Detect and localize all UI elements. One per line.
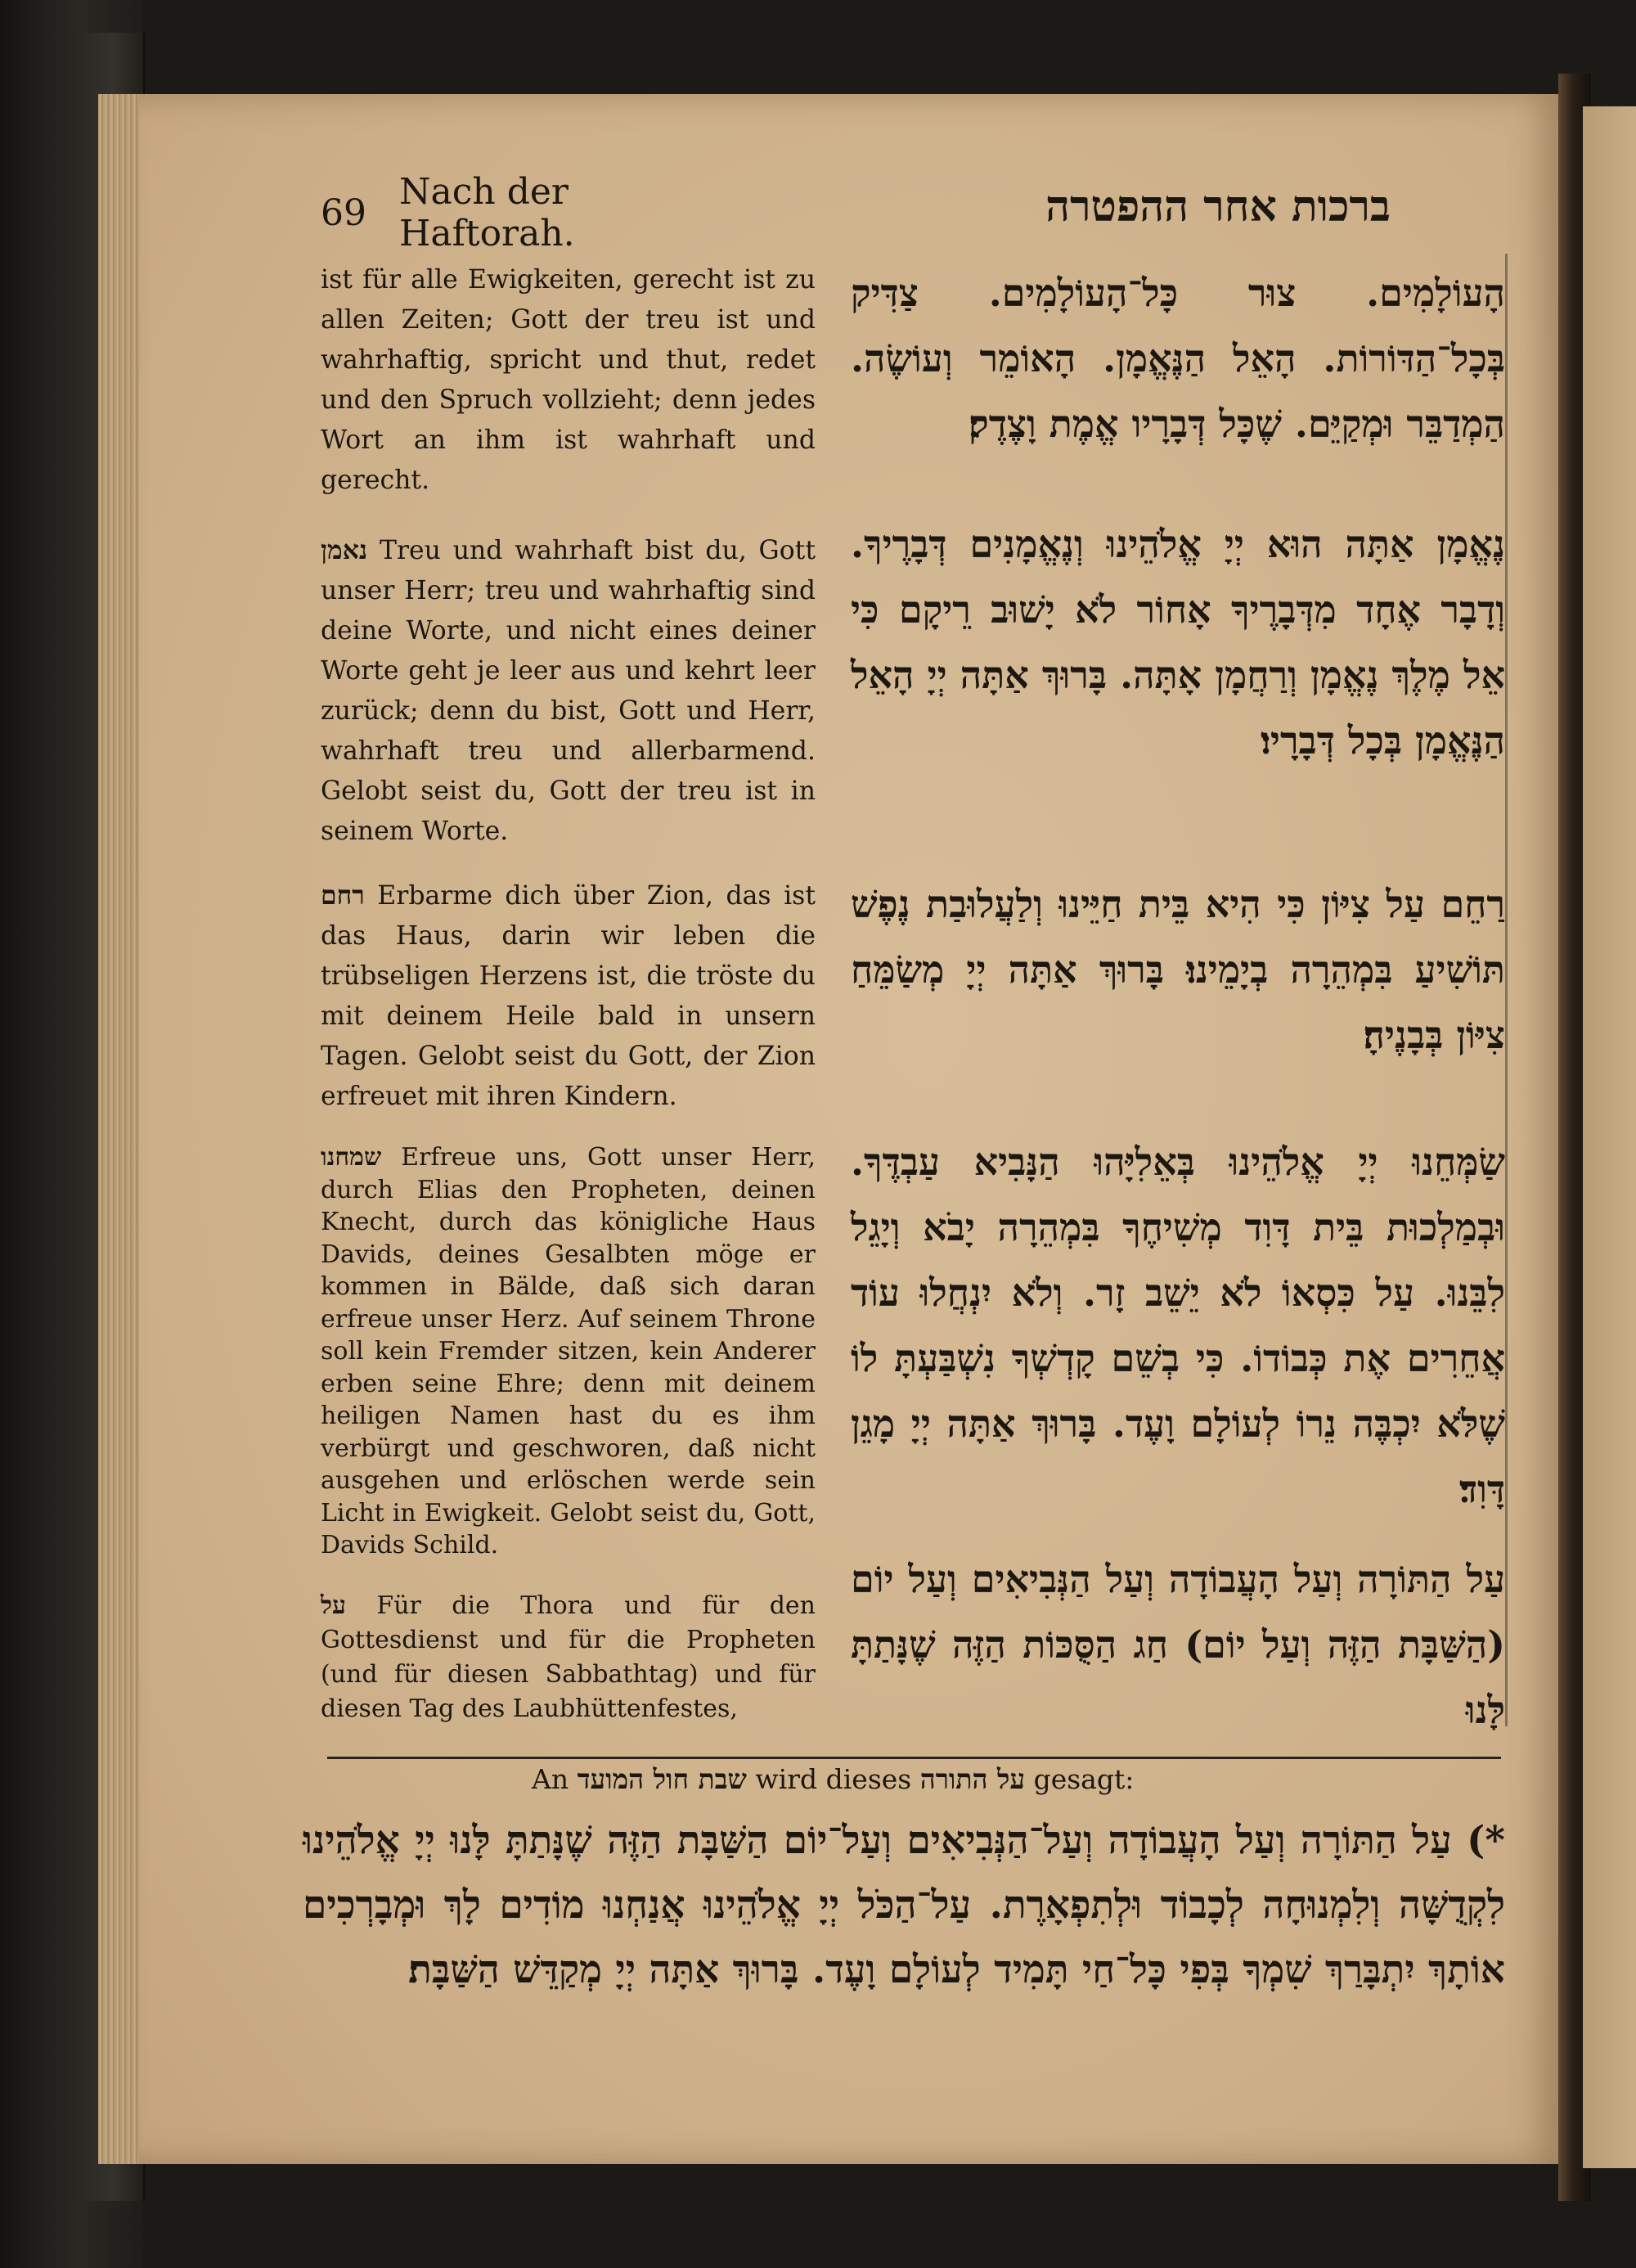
footnote-label-hebrew1: שבת חול המועד — [577, 1763, 747, 1795]
page-number: 69 — [321, 191, 366, 234]
column-divider — [1505, 254, 1508, 1726]
footnote-marker: *) — [1467, 1818, 1505, 1863]
footnote-label — [532, 1763, 1268, 1804]
german-paragraph-4-text: Erfreue uns, Gott unser Herr, durch Elias den Propheten, deinen Knecht, durch das königliche Haus Davids, deines Gesalbten möge er kommen in Bälde, daß sich daran erfreue unser Herz. Auf seinem Throne soll kein Fremder sitzen, kein Anderer erben seine Ehre; denn mit deinem heiligen Namen hast du es ihm verbürgt und geschworen, daß nicht ausgehen und erlöschen werde sein Licht in Ewigkeit. Gelobt seist du, Gott, Davids Schild. — [321, 1143, 816, 1559]
german-paragraph-4 — [321, 1141, 816, 1562]
german-paragraph-2-lead: נאמן — [321, 535, 368, 565]
german-paragraph-2 — [321, 530, 816, 852]
hebrew-paragraph-4: שַׂמְּחֵנוּ יְיָ אֱלֹהֵינוּ בְּאֵלִיָּהוּ הַנָּבִיא עַבְדֶּךָ. וּבְמַלְכוּת בֵּית דָּוִד מְשִׁיחֶךָ בִּמְהֵרָה יָבֹא וְיָגֵל לִבֵּנוּ. עַל כִּסְאוֹ לֹא יֵשֵׁב זָר. וְלֹא יִנְחֲלוּ עוֹד אֲחֵרִים אֶת כְּבוֹדוֹ. כִּי בְשֵׁם קָדְשְׁךָ נִשְׁבַּעְתָּ לוֹ שֶׁלֹּא יִכְבֶּה נֵרוֹ לְעוֹלָם וָעֶד. בָּרוּךְ אַתָּה יְיָ מָגֵן דָּוִד׃ — [851, 1140, 1505, 1511]
facing-page-edge — [1583, 106, 1636, 2168]
german-paragraph-5-lead: על — [321, 1591, 347, 1620]
german-paragraph-4-lead: שמחנו — [321, 1143, 382, 1172]
footnote-label-part2: wird dieses — [755, 1763, 912, 1795]
footnote-label-part3: gesagt: — [1033, 1763, 1135, 1795]
footnote-label-part1: An — [532, 1763, 569, 1795]
hebrew-paragraph-3: רַחֵם עַל צִיּוֹן כִּי הִיא בֵּית חַיֵּינוּ וְלַעֲלוּבַת נֶפֶשׁ תּוֹשִׁיעַ בִּמְהֵרָה בְיָמֵינוּ׃ בָּרוּךְ אַתָּה יְיָ מְשַׂמֵּחַ צִיּוֹן בְּבָנֶיהָ׃ — [851, 882, 1505, 1057]
hebrew-paragraph-2: נֶאֱמָן אַתָּה הוּא יְיָ אֱלֹהֵינוּ וְנֶאֱמָנִים דְּבָרֶיךָ. וְדָבָר אֶחָד מִדְּבָרֶיךָ אָחוֹר לֹא יָשׁוּב רֵיקָם כִּי אֵל מֶלֶךְ נֶאֱמָן וְרַחֲמָן אָתָּה. בָּרוּךְ אַתָּה יְיָ הָאֵל הַנֶּאֱמָן בְּכָל דְּבָרָיו׃ — [851, 522, 1505, 763]
running-head-left — [321, 171, 746, 254]
running-head-german: Nach der Haftorah. — [399, 171, 575, 254]
running-head-hebrew: ברכות אחר ההפטרה — [1045, 182, 1391, 232]
footnote-text — [303, 1808, 1505, 2002]
german-paragraph-3-lead: רחם — [321, 880, 365, 911]
german-paragraph-3-text: Erbarme dich über Zion, das ist das Haus, darin wir leben die trübseligen Herzens ist, die tröste du mit deinem Heile bald in unsern Tagen. Gelobt seist du Gott, der Zion erfreuet mit ihren Kindern. — [321, 881, 816, 1111]
footnote-rule — [327, 1757, 1501, 1759]
hebrew-paragraph-5: עַל הַתּוֹרָה וְעַל הָעֲבוֹדָה וְעַל הַנְּבִיאִים וְעַל יוֹם (הַשַּׁבָּת הַזֶּה וְעַל יוֹם) חַג הַסֻּכּוֹת הַזֶּה שֶׁנָּתַתָּ לָּנוּ — [851, 1557, 1505, 1732]
german-paragraph-5-text: Für die Thora und für den Gottesdienst und für die Propheten (und für diesen Sabbathtag) und für diesen Tag des Laubhüttenfestes, — [321, 1591, 816, 1723]
german-paragraph-3 — [321, 875, 816, 1117]
german-paragraph-5 — [321, 1589, 816, 1726]
german-paragraph-1: ist für alle Ewigkeiten, gerecht ist zu allen Zeiten; Gott der treu ist und wahrhaftig, spricht und thut, redet und den Spruch vollzieht; denn jedes Wort an ihm ist wahrhaft und gerecht. — [321, 265, 816, 495]
footnote-body-text: עַל הַתּוֹרָה וְעַל הָעֲבוֹדָה וְעַל־הַנְּבִיאִים וְעַל־יוֹם הַשַּׁבָּת הַזֶּה שֶׁנָּתַתָּ לָּנוּ יְיָ אֱלֹהֵינוּ לִקְדֻשָּׁה וְלִמְנוּחָה לְכָבוֹד וּלְתִפְאָרֶת. עַל־הַכֹּל יְיָ אֱלֹהֵינוּ אֲנַחְנוּ מוֹדִים לָךְ וּמְבָרְכִים אוֹתָךְ יִתְבָּרַךְ שִׁמְךָ בְּפִי כָּל־חַי תָּמִיד לְעוֹלָם וָעֶד. בָּרוּךְ אַתָּה יְיָ מְקַדֵּשׁ הַשַּׁבָּת׃ — [303, 1818, 1505, 1992]
footnote-label-hebrew2: על התורה — [919, 1763, 1026, 1795]
hebrew-paragraph-1: הָעוֹלָמִים. צוּר כָּל־הָעוֹלָמִים. צַדִּיק בְּכָל־הַדּוֹרוֹת. הָאֵל הַנֶּאֱמָן. הָאוֹמֵר וְעוֹשֶׂה. הַמְדַבֵּר וּמְקַיֵּם. שֶׁכָּל דְּבָרָיו אֱמֶת וָצֶדֶק׃ — [851, 271, 1505, 446]
german-paragraph-2-text: Treu und wahrhaft bist du, Gott unser Herr; treu und wahrhaftig sind deine Worte, und nicht eines deiner Worte geht je leer aus und kehrt leer zurück; denn du bist, Gott und Herr, wahrhaft treu und allerbarmend. Gelobt seist du, Gott der treu ist in seinem Worte. — [321, 536, 816, 846]
